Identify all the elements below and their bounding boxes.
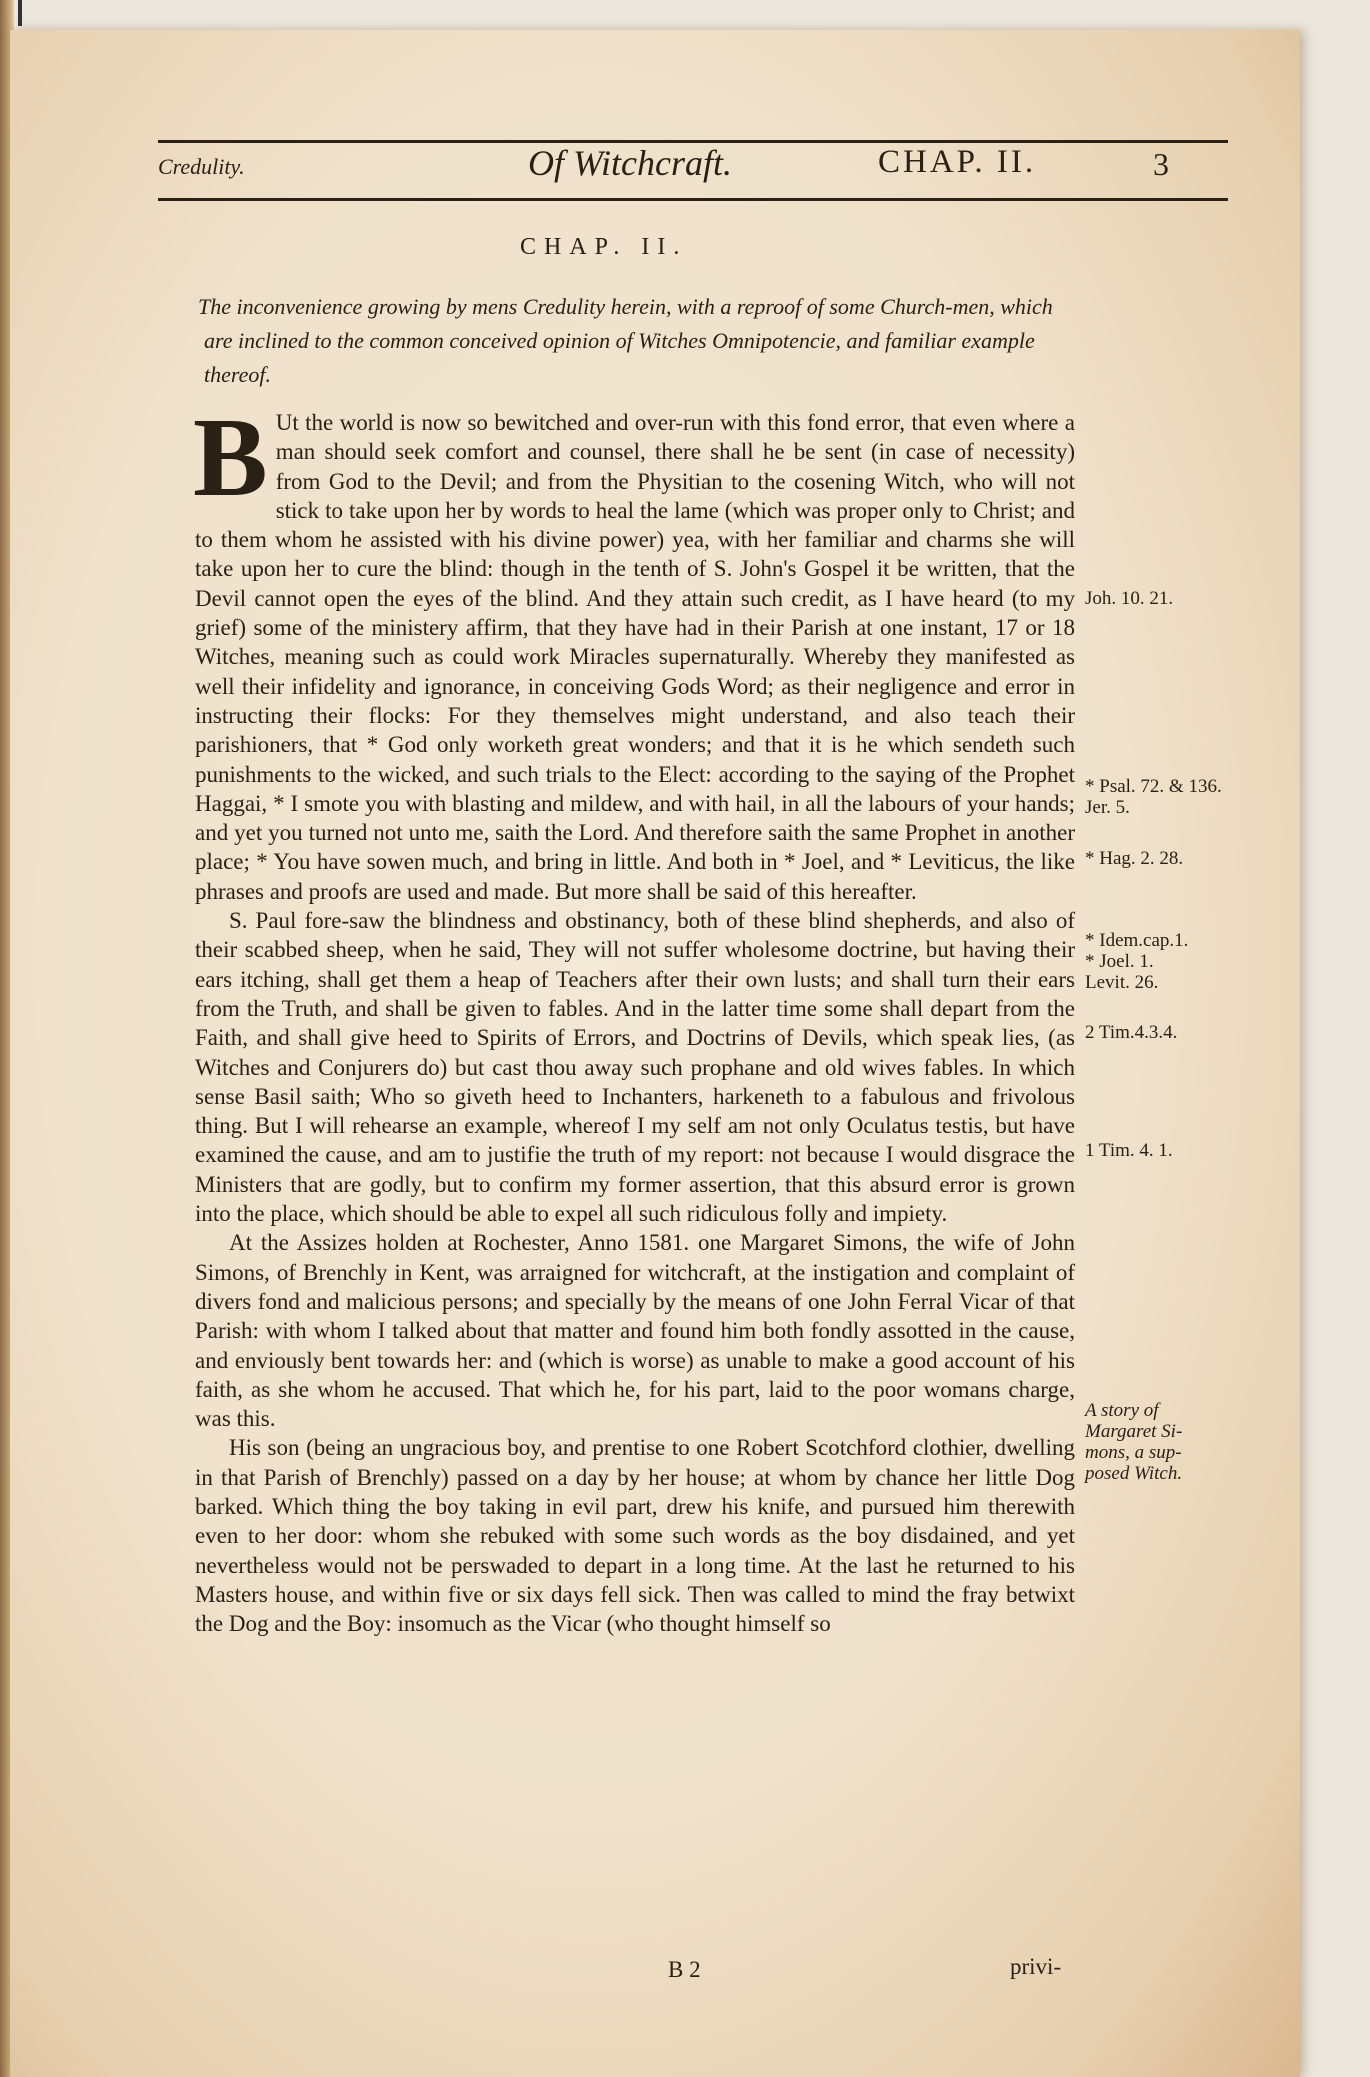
header-rule-bottom	[158, 198, 1228, 201]
margin-note: 1 Tim. 4. 1.	[1085, 1140, 1173, 1161]
header-title: Of Witchcraft.	[528, 143, 732, 183]
running-header	[158, 136, 1228, 198]
header-section: Credulity.	[158, 154, 245, 179]
margin-note: Joh. 10. 21.	[1085, 588, 1174, 609]
margin-note: A story of Margaret Si- mons, a sup- posed Witch.	[1085, 1400, 1183, 1484]
margin-note: * Psal. 72. & 136. Jer. 5.	[1085, 776, 1222, 818]
margin-note: * Hag. 2. 28.	[1085, 848, 1184, 869]
margin-note: * Idem.cap.1. * Joel. 1. Levit. 26.	[1085, 930, 1189, 993]
paragraph-1-text: Ut the world is now so bewitched and over-run with this fond error, that even where a man should seek comfort and counsel, there shall he be sent (in case of necessity) from God to the Devil; and from the Physitian to the cosening Witch, who will not stick to take upon her by words to heal the lame (which was proper only to Christ; and to them whom he assisted with his divine power) yea, with her familiar and charms she will take upon her to cure the blind: though in the tenth of S. John's Gospel it be written, that the Devil cannot open the eyes of the blind. And they attain such credit, as I have heard (to my grief) some of the ministery affirm, that they have had in their Parish at one instant, 17 or 18 Witches, meaning such as could work Miracles supernaturally. Whereby they manifested as well their infidelity and ignorance, in conceiving Gods Word; as their negligence and error in instructing their flocks: For they themselves might understand, and also teach their parishioners, that * God only worketh great wonders; and that it is he which sendeth such punishments to the wicked, and such trials to the Elect: according to the saying of the Prophet Haggai, * I smote you with blasting and mildew, and with hail, in all the labours of your hands; and yet you turned not unto me, saith the Lord. And therefore saith the same Prophet in another place; * You have sowen much, and bring in little. And both in * Joel, and * Leviticus, the like phrases and proofs are used and made. But more shall be said of this hereafter.	[195, 410, 1075, 904]
drop-cap: B	[193, 396, 268, 520]
signature-mark: B 2	[668, 1957, 701, 1982]
page-number: 3	[1153, 146, 1169, 182]
binding-mark	[18, 0, 22, 26]
catchword: privi-	[1010, 1954, 1062, 1979]
paragraph-3: At the Assizes holden at Rochester, Anno 1581. one Margaret Simons, the wife of John Simons, of Brenchly in Kent, was arraigned for witchcraft, at the instigation and complaint of divers fond and malicious persons; and specially by the means of one John Ferral Vicar of that Parish: with whom I talked about that matter and found him both fondly assotted in the cause, and enviously bent towards her: and (which is worse) as unable to make a good account of his faith, as she whom he accused. That which he, for his part, laid to the poor womans charge, was this.	[195, 1230, 1075, 1432]
chapter-summary: The inconvenience growing by mens Credulity herein, with a reproof of some Church-men, which are inclined to the common conceived opinion of Witches Omnipotencie, and familiar example thereof.	[198, 294, 1053, 387]
body-text	[193, 396, 1075, 1638]
header-chapter: CHAP. II.	[878, 144, 1037, 180]
paragraph-2: S. Paul fore-saw the blindness and obstinancy, both of these blind shepherds, and also of their scabbed sheep, when he said, They will not suffer wholesome doctrine, but having their ears itching, shall get them a heap of Teachers after their own lusts; and shall turn their ears from the Truth, and shall be given to fables. And in the latter time some shall depart from the Faith, and shall give heed to Spirits of Errors, and Doctrins of Devils, which speak lies, (as Witches and Conjurers do) but cast thou away such prophane and old wives fables. In which sense Basil saith; Who so giveth heed to Inchanters, harkeneth to a fabulous and frivolous thing. But I will rehearse an example, whereof I my self am not only Oculatus testis, but have examined the cause, and am to justifie the truth of my report: not because I would disgrace the Ministers that are godly, but to confirm my former assertion, that this absurd error is grown into the place, which should be able to expel all such ridiculous folly and impiety.	[195, 908, 1075, 1227]
paragraph-4: His son (being an ungracious boy, and prentise to one Robert Scotchford clothier, dwelling in that Parish of Brenchly) passed on a day by her house; at whom by chance her little Dog barked. Which thing the boy taking in evil part, drew his knife, and pursued him therewith even to her door: whom she rebuked with some such words as the boy disdained, and yet nevertheless would not be perswaded to depart in a long time. At the last he returned to his Masters house, and within five or six days fell sick. Then was called to mind the fray betwixt the Dog and the Boy: insomuch as the Vicar (who thought himself so	[195, 1435, 1075, 1637]
paragraph-1	[193, 396, 1075, 906]
chapter-title: CHAP. II.	[520, 234, 688, 260]
margin-note: 2 Tim.4.3.4.	[1085, 1022, 1178, 1043]
